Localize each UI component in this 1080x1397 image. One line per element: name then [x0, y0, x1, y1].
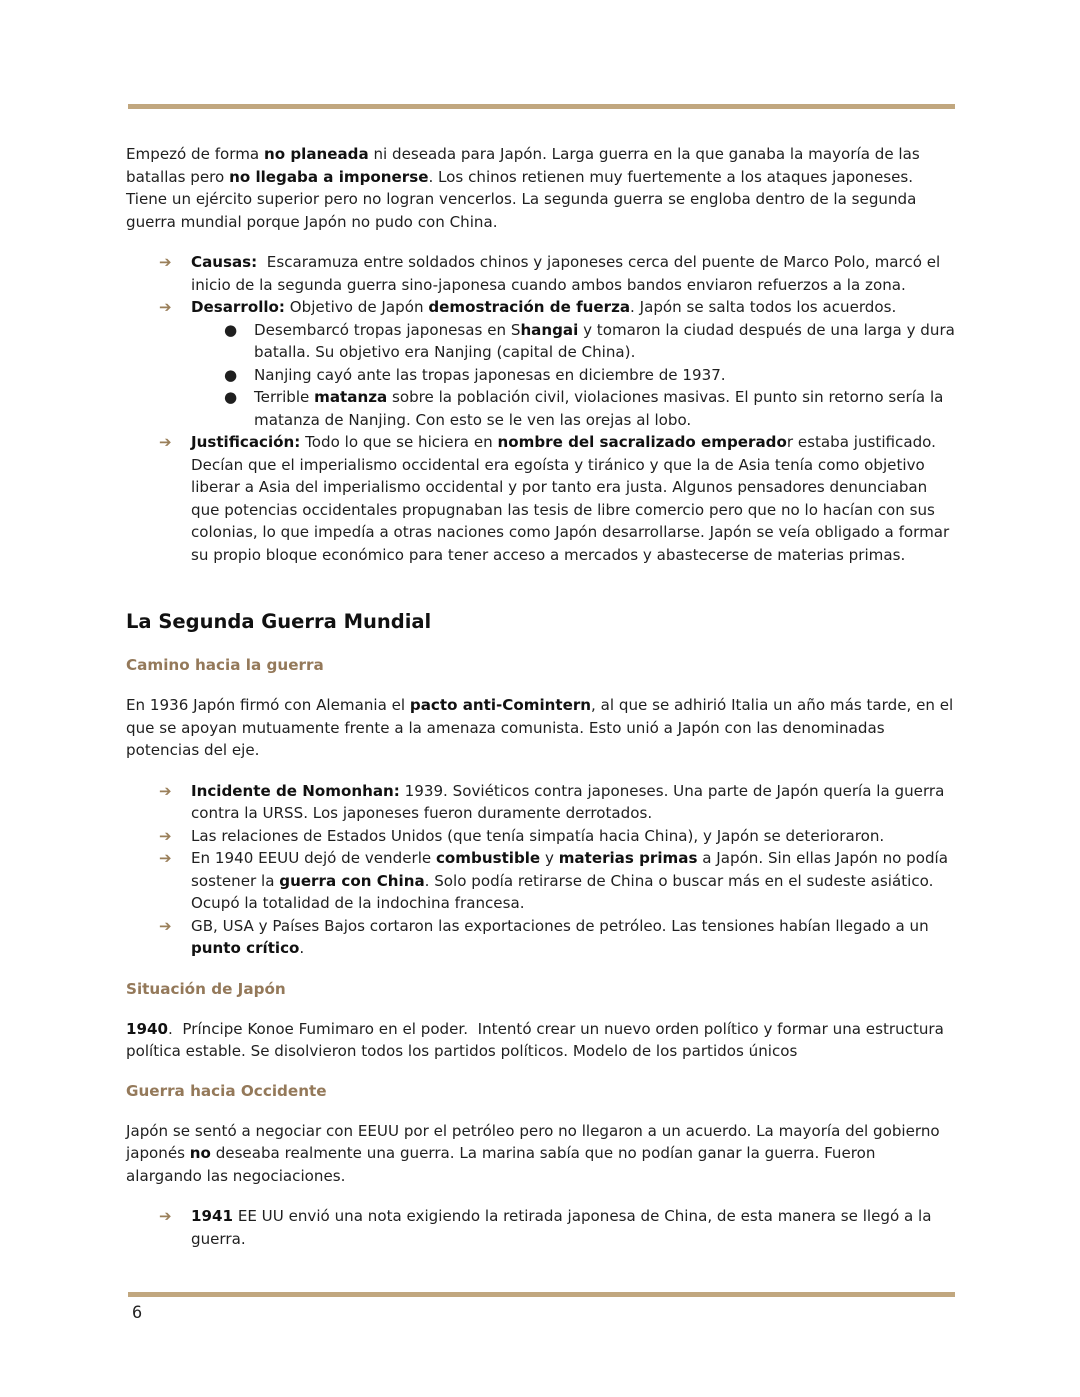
- guerra-paragraph: [126, 1120, 956, 1188]
- text: . Japón se salta todos los acuerdos.: [630, 298, 897, 316]
- bold-text: demostración de fuerza: [428, 298, 631, 316]
- text: Nanjing cayó ante las tropas japonesas en diciembre de 1937.: [254, 365, 726, 384]
- list-item: [126, 780, 956, 825]
- footer-rule: [128, 1292, 955, 1297]
- list-item-justificacion: [126, 431, 956, 566]
- desarrollo-sublist: [191, 319, 956, 432]
- text: Todo lo que se hiciera en: [300, 433, 498, 451]
- bold-text: 1940: [126, 1019, 169, 1038]
- dot-bullet-icon: ●: [224, 320, 238, 339]
- list-item-desarrollo: [126, 296, 956, 431]
- text: deseaba realmente una guerra. La marina sabía que no podían ganar la guerra. Fueron alargando las negociaciones.: [126, 1144, 876, 1185]
- text: En 1936 Japón firmó con Alemania el: [126, 696, 410, 714]
- dot-bullet-icon: ●: [224, 388, 238, 406]
- text: y: [540, 849, 559, 867]
- text: a Japón. Sin ellas Japón no podía sostener la: [191, 849, 949, 890]
- item-label: Desarrollo:: [191, 298, 285, 316]
- item-text: 1939. Soviéticos contra japoneses. Una parte de Japón quería la guerra contra la URSS. Los japoneses fueron duramente derrotados.: [191, 781, 945, 822]
- list-item-causas: [126, 251, 956, 296]
- bold-text: no planeada: [263, 145, 369, 163]
- item-label: Causas:: [191, 253, 258, 271]
- text: Japón se sentó a negociar con EEUU por el petróleo pero no llegaron a un acuerdo. La mayoría del gobierno japonés: [126, 1121, 940, 1162]
- text: . Los chinos retienen muy fuertemente a los ataques japoneses. Tiene un ejército superior pero no logran vencerlos. La segunda guerra se engloba dentro de la segunda guerra mundial porque Japón no pudo con China.: [126, 167, 917, 231]
- bold-text: pacto anti-Comintern: [409, 696, 592, 714]
- guerra-list: [126, 1205, 956, 1250]
- item-text: Las relaciones de Estados Unidos (que tenía simpatía hacia China), y Japón se deterioraron.: [191, 826, 885, 845]
- text: EE UU envió una nota exigiendo la retirada japonesa de China, de esta manera se llegó a la guerra.: [191, 1207, 932, 1248]
- text: . Solo podía retirarse de China o buscar más en el sudeste asiático. Ocupó la totalidad de la indochina francesa.: [191, 871, 934, 912]
- arrow-bullet-icon: ➔: [159, 298, 172, 316]
- arrow-bullet-icon: ➔: [159, 1207, 172, 1225]
- text: Terrible: [254, 388, 315, 406]
- bold-text: hangai: [520, 320, 579, 339]
- list-item: [126, 915, 956, 960]
- bold-text: guerra con China: [279, 871, 425, 890]
- subsection-title-camino: Camino hacia la guerra: [126, 656, 324, 674]
- arrow-bullet-icon: ➔: [159, 781, 172, 800]
- arrow-bullet-icon: ➔: [159, 433, 172, 451]
- sublist-item: [191, 386, 956, 431]
- bold-text: nombre del sacralizado emperado: [497, 433, 787, 451]
- situacion-paragraph: [126, 1018, 956, 1063]
- subsection-title-guerra: Guerra hacia Occidente: [126, 1081, 327, 1100]
- arrow-bullet-icon: ➔: [159, 849, 172, 867]
- arrow-bullet-icon: ➔: [159, 253, 172, 271]
- page-number: 6: [132, 1303, 143, 1323]
- bold-text: combustible: [435, 849, 541, 867]
- header-rule: [128, 104, 955, 109]
- item-text: Escaramuza entre soldados chinos y japoneses cerca del puente de Marco Polo, marcó el inicio de la segunda guerra sino-japonesa cuando ambos bandos enviaron refuerzos a la zona.: [191, 253, 946, 294]
- text: r estaba justificado. Decían que el imperialismo occidental era egoísta y tiránico y que la de Asia tenía como objetivo liberar a Asia del imperialismo occidental y por tanto era justa. Algunos pensadores denunciaban que potencias occidentales propugnaban las tesis de libre comercio pero que no lo hacían con sus colonias, lo que impedía a otras naciones como Japón desarrollarse. Japón se veía obligado a formar su propio bloque económico para tener acceso a mercados y abastecerse de materias primas.: [191, 433, 950, 564]
- item-label: Incidente de Nomonhan:: [191, 781, 400, 800]
- text: sobre la población civil, violaciones masivas. El punto sin retorno sería la matanza de Nanjing. Con esto se le ven las orejas al lobo.: [254, 388, 944, 429]
- bold-text: punto crítico: [191, 939, 300, 957]
- bold-text: 1941: [191, 1207, 234, 1225]
- text: . Príncipe Konoe Fumimaro en el poder. Intentó crear un nuevo orden político y formar una estructura política estable. Se disolvieron todos los partidos políticos. Modelo de los partidos únicos: [126, 1019, 949, 1060]
- war-points-list: [126, 251, 956, 566]
- text: Desembarcó tropas japonesas en S: [254, 320, 521, 339]
- list-item: [126, 1205, 956, 1250]
- intro-paragraph: [126, 143, 956, 233]
- text: Empezó de forma: [126, 145, 264, 163]
- text: y tomaron la ciudad después de una larga y dura batalla. Su objetivo era Nanjing (capital de China).: [254, 320, 955, 361]
- list-item: [126, 847, 956, 915]
- text: Objetivo de Japón: [284, 298, 429, 316]
- page-content: [126, 143, 956, 1250]
- camino-paragraph: [126, 694, 956, 762]
- bold-text: materias primas: [558, 849, 698, 867]
- camino-list: [126, 780, 956, 960]
- bold-text: no llegaba a imponerse: [229, 167, 429, 186]
- text: .: [299, 939, 305, 957]
- bold-text: matanza: [314, 388, 388, 406]
- dot-bullet-icon: ●: [224, 365, 238, 384]
- list-item: [126, 825, 956, 848]
- text: En 1940 EEUU dejó de venderle: [191, 849, 436, 867]
- section-title: La Segunda Guerra Mundial: [126, 610, 432, 633]
- text: ni deseada para Japón. Larga guerra en la que ganaba la mayoría de las batallas pero: [126, 145, 920, 186]
- arrow-bullet-icon: ➔: [159, 916, 172, 935]
- sublist-item: [191, 319, 956, 364]
- bold-text: no: [189, 1144, 211, 1162]
- arrow-bullet-icon: ➔: [159, 826, 172, 845]
- text: , al que se adhirió Italia un año más tarde, en el que se apoyan mutuamente frente a la amenaza comunista. Esto unió a Japón con las denominadas potencias del eje.: [126, 696, 954, 759]
- subsection-title-situacion: Situación de Japón: [126, 979, 286, 998]
- item-label: Justificación:: [191, 433, 301, 451]
- text: GB, USA y Países Bajos cortaron las exportaciones de petróleo. Las tensiones habían llegado a un: [191, 916, 929, 935]
- sublist-item: [191, 364, 956, 387]
